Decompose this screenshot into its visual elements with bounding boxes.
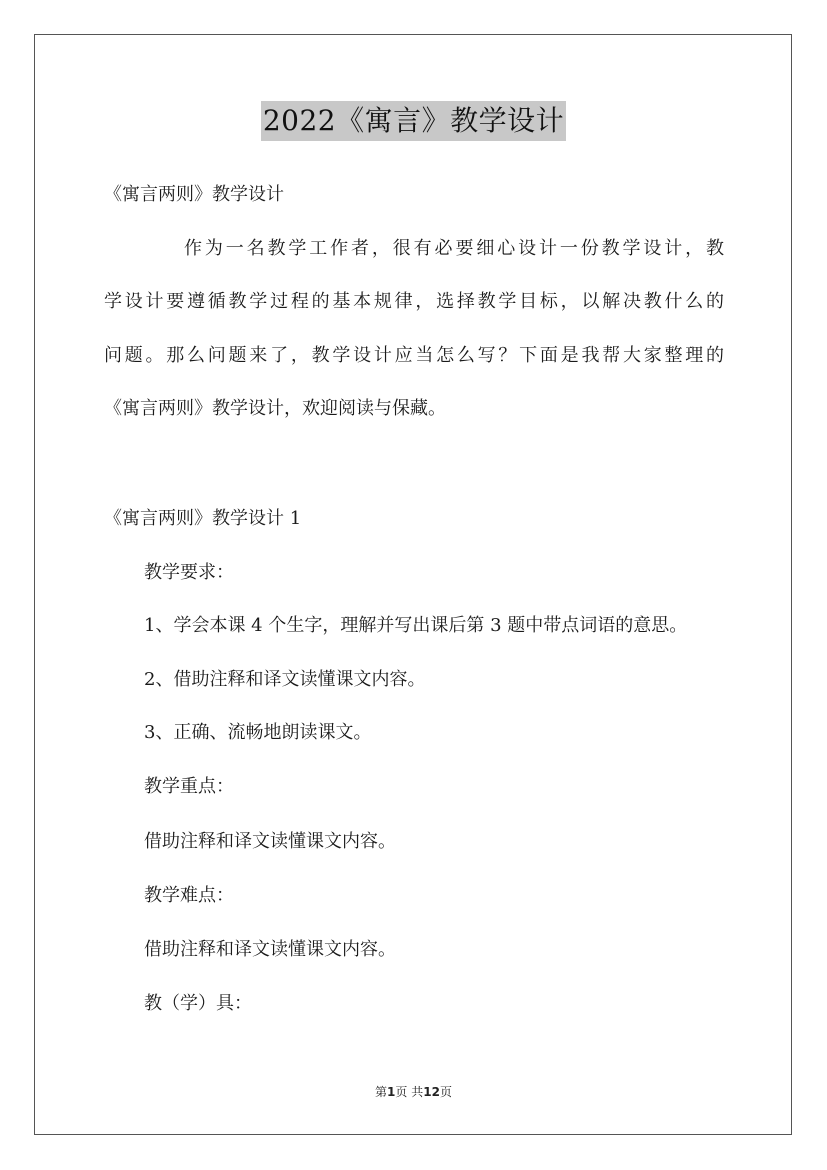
- requirement-item-1: 1、学会本课 4 个生字，理解并写出课后第 3 题中带点词语的意思。: [144, 615, 688, 636]
- key-point-heading: 教学重点：: [144, 776, 234, 797]
- tools-heading: 教（学）具：: [144, 993, 252, 1014]
- section-heading: 《寓言两则》教学设计 1: [104, 508, 302, 529]
- footer-prefix: 第: [375, 1085, 388, 1099]
- footer-current-page: 1: [387, 1085, 396, 1099]
- intro-line-4: 《寓言两则》教学设计，欢迎阅读与保藏。: [104, 398, 446, 419]
- intro-line-1: 作为一名教学工作者，很有必要细心设计一份教学设计，教: [184, 238, 724, 259]
- footer-mid: 页 共: [395, 1085, 424, 1099]
- intro-line-2: 学设计要遵循教学过程的基本规律，选择教学目标，以解决教什么的: [104, 291, 724, 312]
- requirement-item-2: 2、借助注释和译文读懂课文内容。: [144, 669, 426, 690]
- document-title: 2022《寓言》教学设计: [261, 101, 566, 141]
- title-container: [0, 101, 827, 141]
- requirement-item-3: 3、正确、流畅地朗读课文。: [144, 722, 372, 743]
- requirements-heading: 教学要求：: [144, 562, 234, 583]
- footer-suffix: 页: [439, 1085, 452, 1099]
- difficulty-heading: 教学难点：: [144, 885, 234, 906]
- page-footer: [0, 1084, 827, 1100]
- intro-line-3: 问题。那么问题来了，教学设计应当怎么写？下面是我帮大家整理的: [104, 345, 724, 366]
- difficulty-text: 借助注释和译文读懂课文内容。: [144, 939, 396, 960]
- subtitle: 《寓言两则》教学设计: [104, 184, 284, 205]
- key-point-text: 借助注释和译文读懂课文内容。: [144, 831, 396, 852]
- footer-total-pages: 12: [423, 1085, 440, 1099]
